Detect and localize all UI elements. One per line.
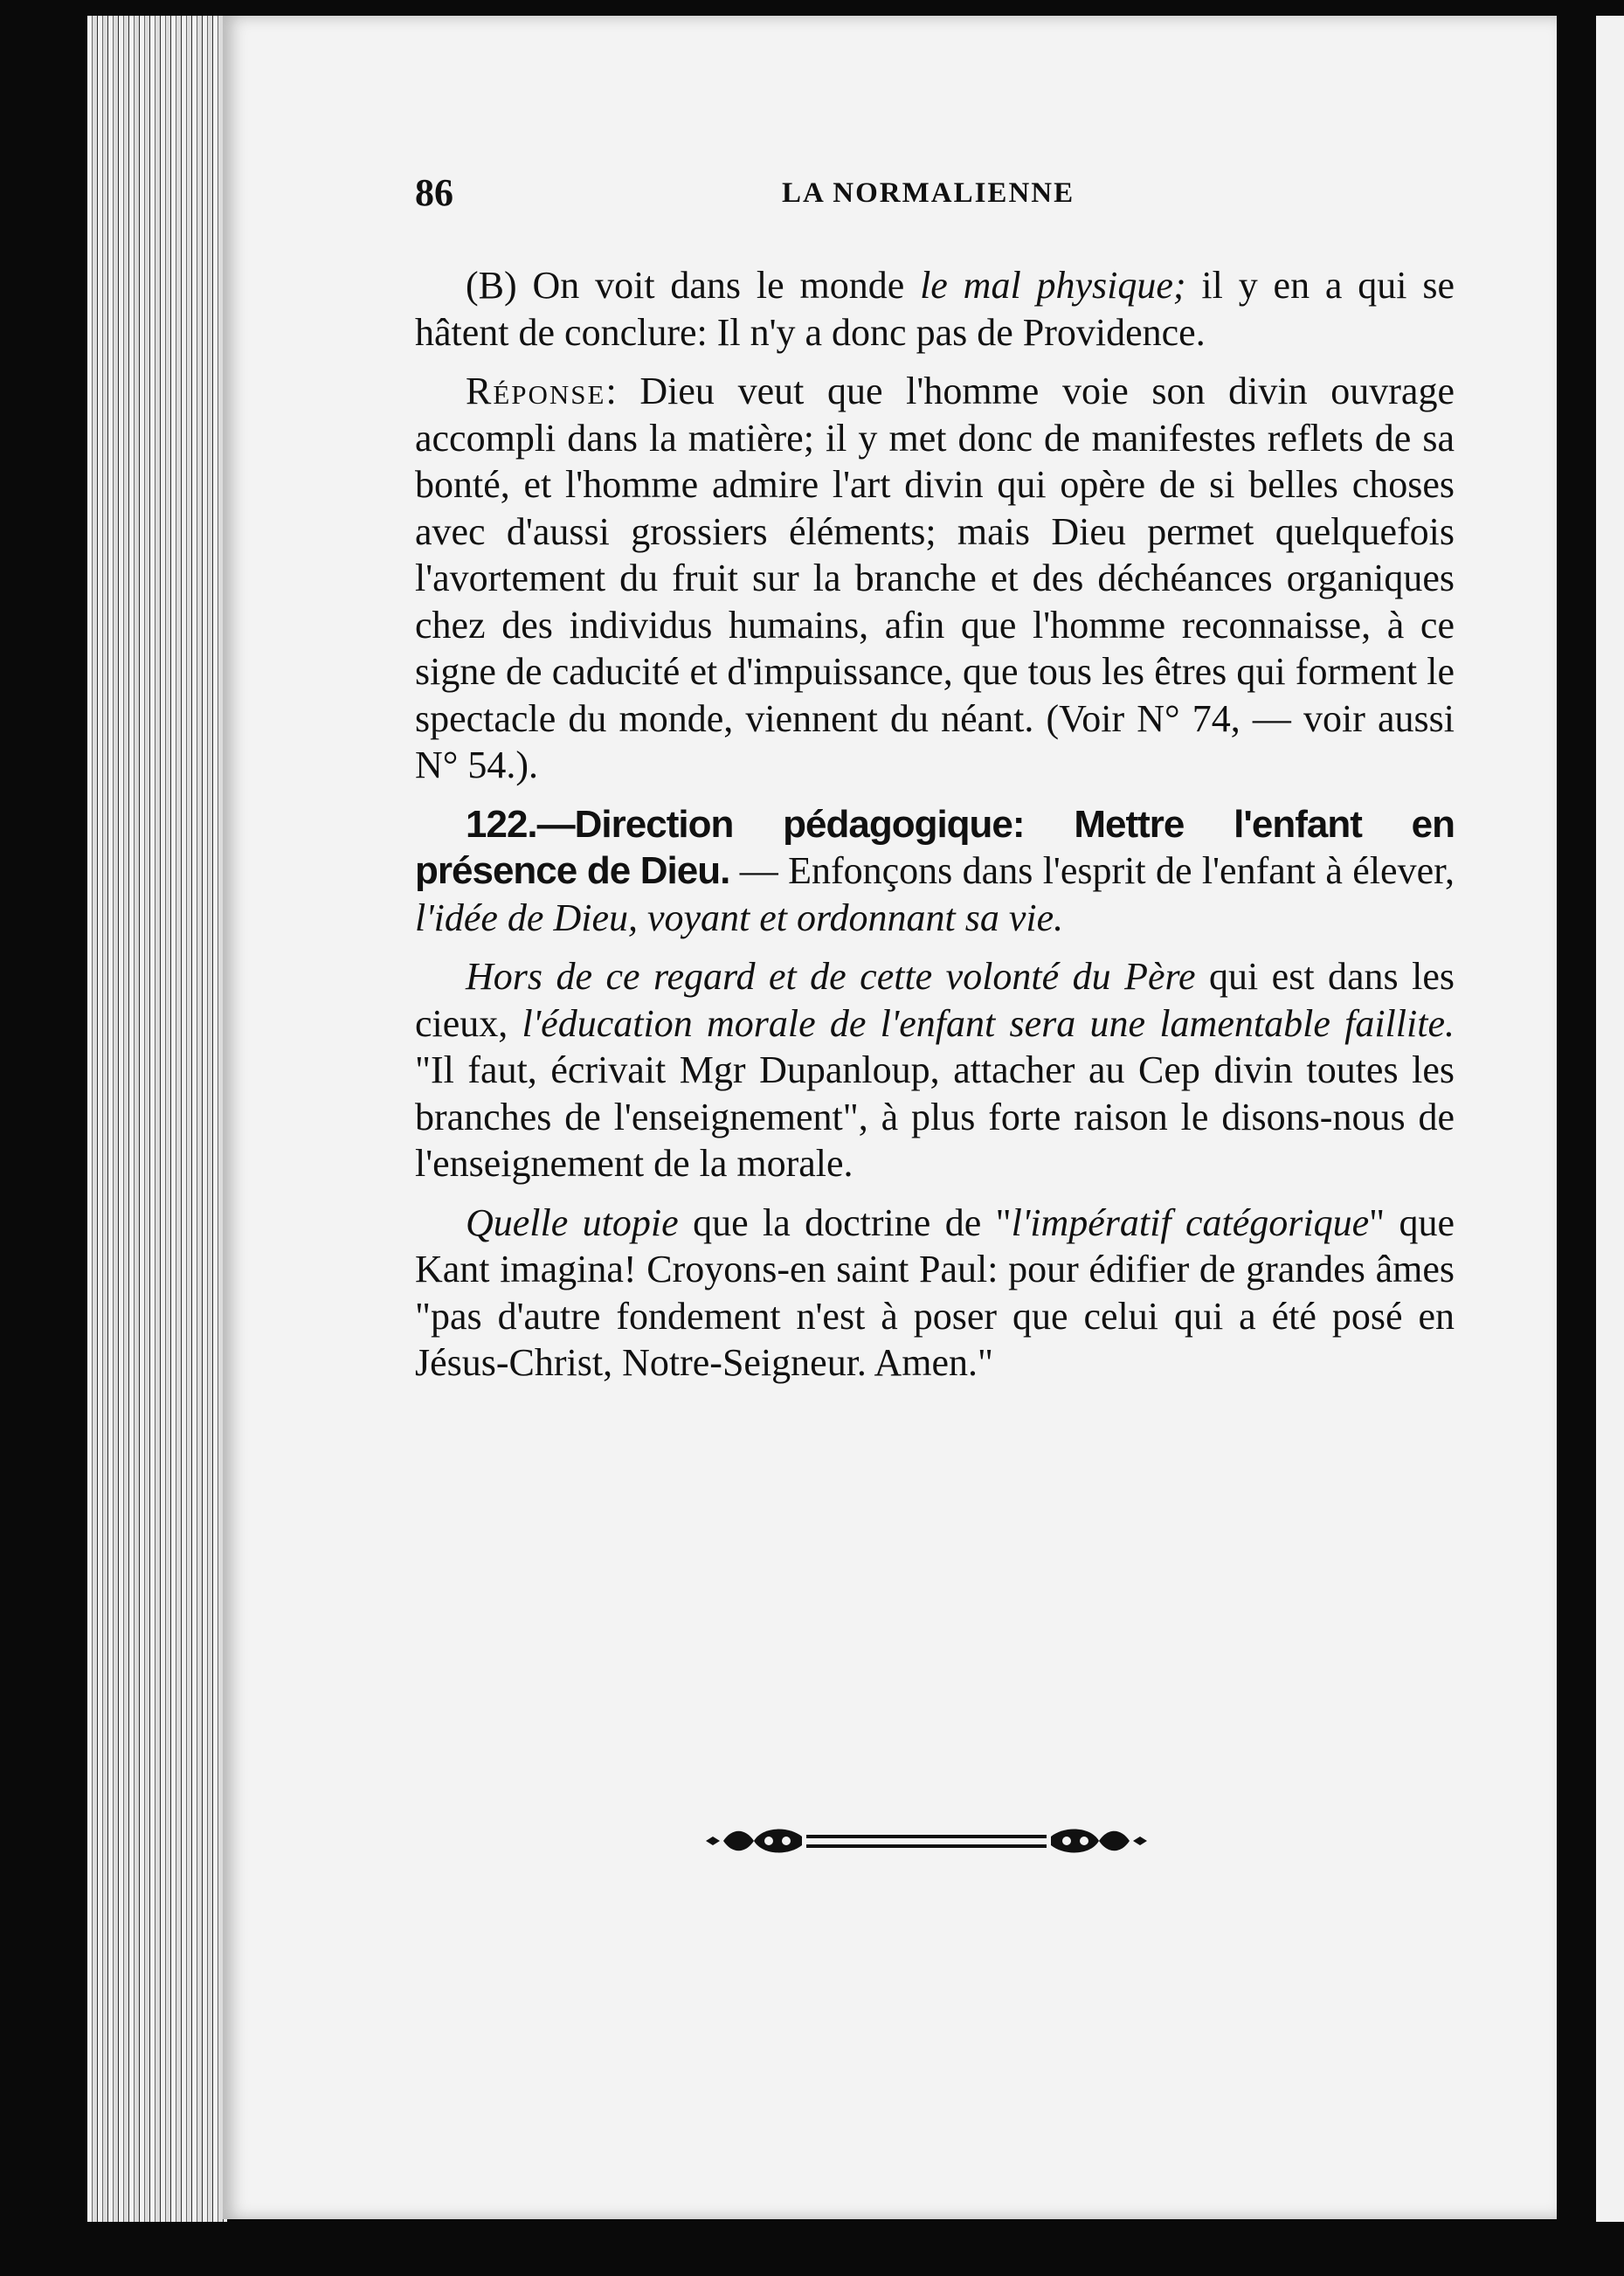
body-text — [415, 262, 1455, 1399]
emphasis: l'idée de Dieu, voyant et ordonnant sa vie. — [415, 896, 1064, 939]
emphasis: Quelle utopie — [466, 1200, 679, 1244]
page-edges — [87, 16, 227, 2222]
emphasis: Hors de ce regard et de cette volonté du Père — [466, 955, 1196, 998]
paragraph-b: (B) On voit dans le monde le mal physique; il y en a qui se hâtent de conclure: Il n'y a donc pas de Providence. — [415, 264, 1455, 354]
emphasis: l'impératif catégorique — [1011, 1200, 1370, 1244]
facing-page-edge — [1596, 16, 1624, 2222]
tailpiece-ornament-icon — [706, 1819, 1147, 1863]
emphasis: l'éducation morale de l'enfant sera une lamentable faillite. — [522, 1001, 1455, 1045]
paragraph-122: 122.—Direction pédagogique: Mettre l'enfant en présence de Dieu. — Enfonçons dans l'esprit de l'enfant à élever, l'idée de Dieu, voyant et ordonnant sa vie. — [415, 802, 1455, 939]
running-title: LA NORMALIENNE — [782, 177, 1075, 209]
emphasis: le mal physique; — [920, 264, 1186, 307]
paragraph-quelle: Quelle utopie que la doctrine de "l'impératif catégorique" que Kant imagina! Croyons-en saint Paul: pour édifier de grandes âmes "pas d'autre fondement n'est à poser que celui qui a été posé en Jésus-Christ, Notre-Seigneur. Amen." — [415, 1200, 1455, 1384]
reponse-label: Réponse — [466, 370, 606, 412]
page-number: 86 — [415, 171, 453, 214]
section-heading: 122.—Direction pédagogique: Mettre l'enfant en présence de Dieu. — [415, 802, 1455, 892]
running-head — [415, 170, 1455, 223]
paragraph-reponse: Réponse: Dieu veut que l'homme voie son divin ouvrage accompli dans la matière; il y met donc de manifestes reflets de sa bonté, et l'homme admire l'art divin qui opère de si belles choses avec d'aussi grossiers éléments; mais Dieu permet quelquefois l'avortement du fruit sur la branche et des déchéances organiques chez des individus humains, afin que l'homme reconnaisse, à ce signe de caducité et d'impuissance, que tous les êtres qui forment le spectacle du monde, viennent du néant. (Voir N° 74, — voir aussi N° 54.). — [415, 370, 1455, 786]
paragraph-hors: Hors de ce regard et de cette volonté du Père qui est dans les cieux, l'éducation morale de l'enfant sera une lamentable faillite. "Il faut, écrivait Mgr Dupanloup, attacher au Cep divin toutes les branches de l'enseignement", à plus forte raison le disons-nous de l'enseignement de la morale. — [415, 955, 1455, 1185]
